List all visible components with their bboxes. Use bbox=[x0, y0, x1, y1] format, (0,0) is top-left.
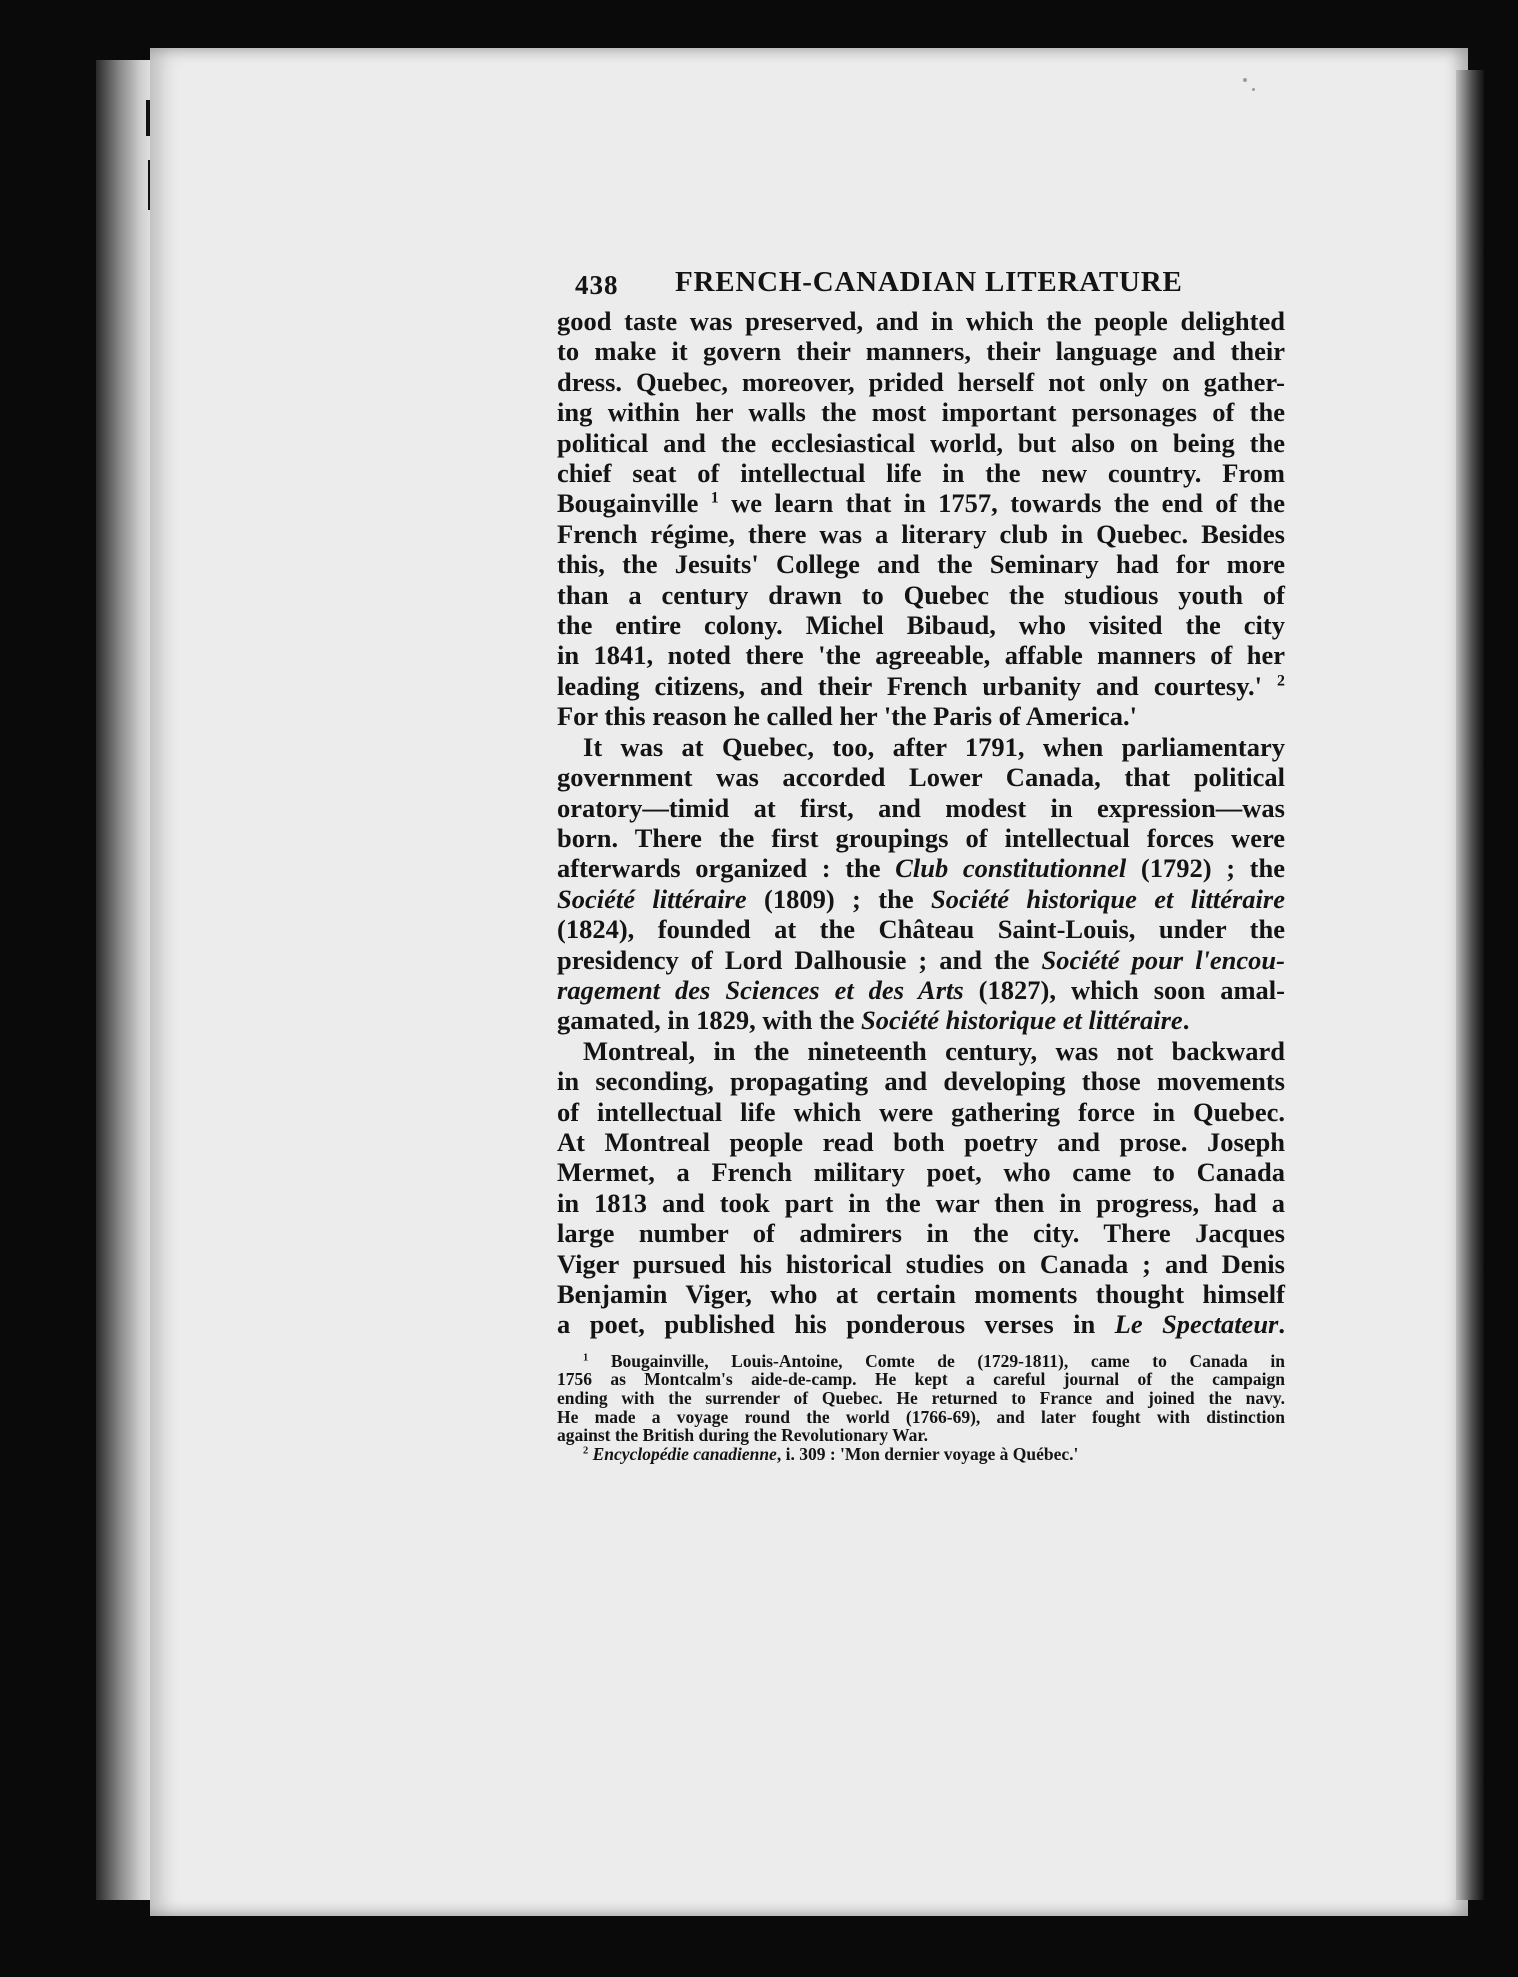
running-head bbox=[557, 262, 1285, 306]
scan-speck bbox=[1252, 88, 1255, 91]
running-title: FRENCH-CANADIAN LITERATURE bbox=[675, 266, 1183, 298]
body-line: For this reason he called her 'the Paris of America.' bbox=[557, 701, 1137, 732]
footnote-line: ending with the surrender of Quebec. He returned to France and joined the navy. bbox=[557, 1388, 1285, 1408]
body-line: At Montreal people read both poetry and prose. Joseph bbox=[557, 1126, 1285, 1157]
body-line: French régime, there was a literary club in Quebec. Besides bbox=[557, 518, 1285, 549]
body-line: the entire colony. Michel Bibaud, who visited the city bbox=[557, 610, 1285, 641]
body-paragraphs bbox=[557, 306, 1285, 1340]
page-right-edge-shadow bbox=[1456, 70, 1484, 1900]
body-line: in 1841, noted there 'the agreeable, affable manners of her bbox=[557, 640, 1285, 671]
body-line: oratory—timid at first, and modest in expression—was bbox=[557, 792, 1285, 823]
footnote-line: $^2$ Encyclopédie canadienne, i. 309 : 'Mon dernier voyage à Québec.' bbox=[583, 1443, 1079, 1464]
body-line: Mermet, a French military poet, who came to Canada bbox=[557, 1157, 1285, 1188]
footnote-line: He made a voyage round the world (1766-69), and later fought with distinction bbox=[557, 1406, 1285, 1427]
body-line: good taste was preserved, and in which the people delighted bbox=[557, 306, 1285, 336]
body-line: than a century drawn to Quebec the studious youth of bbox=[557, 579, 1285, 610]
body-line: dress. Quebec, moreover, prided herself not only on gather- bbox=[557, 366, 1285, 397]
body-line: of intellectual life which were gathering force in Quebec. bbox=[557, 1096, 1285, 1127]
body-line: in seconding, propagating and developing those movements bbox=[557, 1066, 1285, 1097]
body-line: a poet, published his ponderous verses in Le Spectateur. bbox=[557, 1309, 1285, 1340]
body-line: Société littéraire (1809) ; the Société historique et littéraire bbox=[557, 883, 1285, 914]
body-line: gamated, in 1829, with the Société historique et littéraire. bbox=[557, 1005, 1190, 1036]
body-line: born. There the first groupings of intellectual forces were bbox=[557, 822, 1285, 853]
body-line: chief seat of intellectual life in the new country. From bbox=[557, 458, 1285, 489]
footnote-line: $^1$ Bougainville, Louis-Antoine, Comte de (1729-1811), came to Canada in bbox=[583, 1350, 1285, 1371]
body-line: to make it govern their manners, their language and their bbox=[557, 336, 1285, 367]
body-line: (1824), founded at the Château Saint-Louis, under the bbox=[557, 914, 1285, 945]
body-line: government was accorded Lower Canada, that political bbox=[557, 762, 1285, 793]
body-line: this, the Jesuits' College and the Seminary had for more bbox=[557, 549, 1285, 580]
body-line: in 1813 and took part in the war then in progress, had a bbox=[557, 1187, 1285, 1218]
body-line: It was at Quebec, too, after 1791, when parliamentary bbox=[583, 731, 1285, 762]
footnotes bbox=[557, 1352, 1285, 1464]
body-line: presidency of Lord Dalhousie ; and the Société pour l'encou- bbox=[557, 944, 1285, 975]
body-line: leading citizens, and their French urbanity and courtesy.' $^2$ bbox=[557, 670, 1285, 701]
footnote-line: 1756 as Montcalm's aide-de-camp. He kept a careful journal of the campaign bbox=[557, 1369, 1285, 1390]
body-line: ing within her walls the most important personages of the bbox=[557, 397, 1285, 428]
body-line: ragement des Sciences et des Arts (1827), which soon amal- bbox=[557, 974, 1285, 1005]
body-line: Montreal, in the nineteenth century, was not backward bbox=[583, 1035, 1285, 1066]
body-line: afterwards organized : the Club constitutionnel (1792) ; the bbox=[557, 853, 1285, 884]
scan-speck bbox=[1243, 78, 1247, 82]
body-line: Benjamin Viger, who at certain moments thought himself bbox=[557, 1279, 1285, 1309]
body-line: political and the ecclesiastical world, but also on being the bbox=[557, 427, 1285, 458]
body-line: Bougainville $^1$ we learn that in 1757, towards the end of the bbox=[557, 488, 1285, 519]
footnote-line: against the British during the Revolutionary War. bbox=[557, 1425, 928, 1446]
body-line: large number of admirers in the city. There Jacques bbox=[557, 1218, 1285, 1249]
page-text bbox=[557, 262, 1285, 1463]
binding-edge bbox=[96, 60, 156, 1900]
body-line: Viger pursued his historical studies on Canada ; and Denis bbox=[557, 1248, 1285, 1279]
page-number: 438 bbox=[575, 270, 619, 300]
